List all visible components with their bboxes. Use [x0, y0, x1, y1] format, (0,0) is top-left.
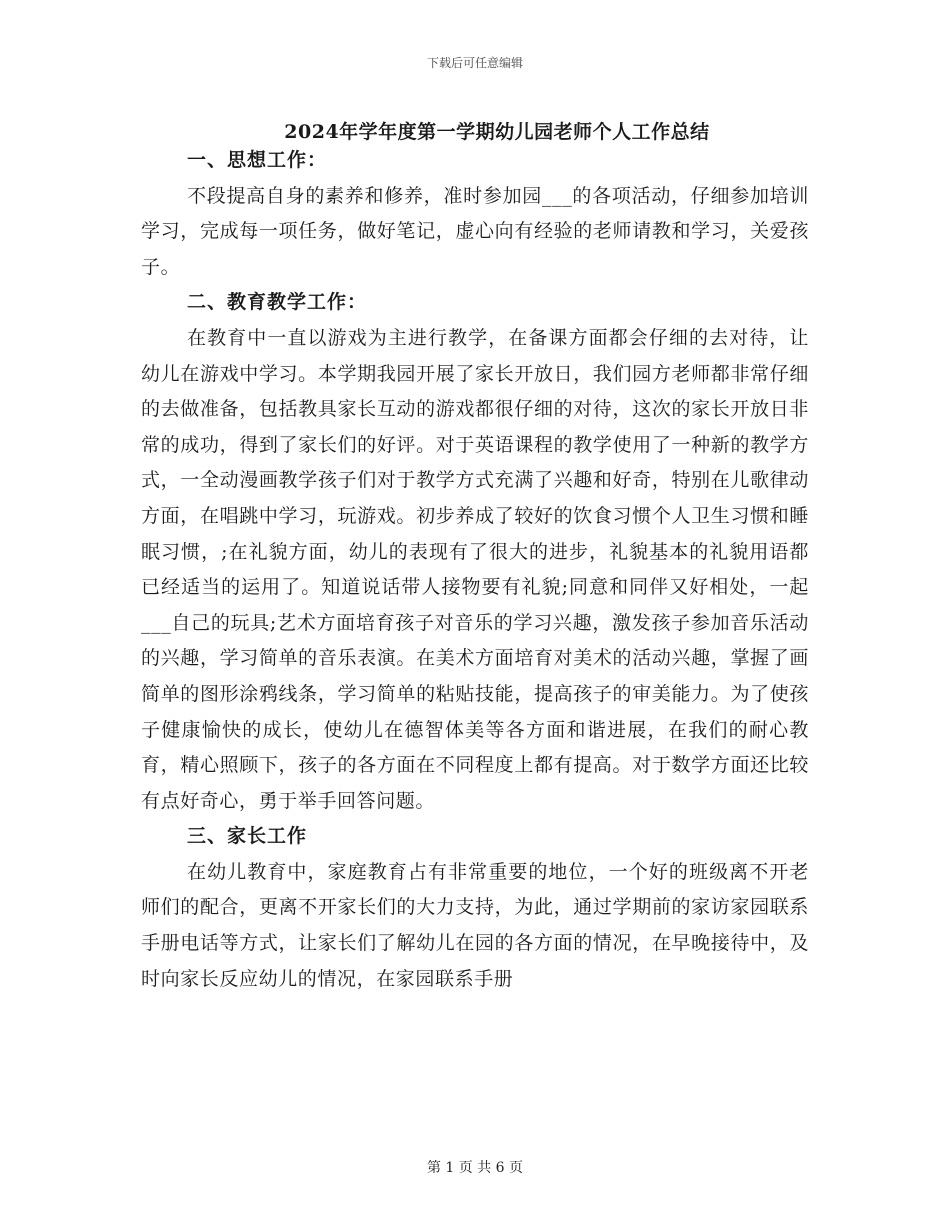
- section-paragraph: 在教育中一直以游戏为主进行教学，在备课方面都会仔细的去对待，让幼儿在游戏中学习。本学期我园开展了家长开放日，我们园方老师都非常仔细的去做准备，包括教具家长互动的游戏都很仔细的对待，这次的家长开放日非常的成功，得到了家长们的好评。对于英语课程的教学使用了一种新的教学方式，一全动漫画教学孩子们对于教学方式充满了兴趣和好奇，特别在儿歌律动方面，在唱跳中学习，玩游戏。初步养成了较好的饮食习惯个人卫生习惯和睡眠习惯，;在礼貌方面，幼儿的表现有了很大的进步，礼貌基本的礼貌用语都已经适当的运用了。知道说话带人接物要有礼貌;同意和同伴又好相处，一起___自己的玩具;艺术方面培育孩子对音乐的学习兴趣，激发孩子参加音乐活动的兴趣，学习简单的音乐表演。在美术方面培育对美术的活动兴趣，掌握了画简单的图形涂鸦线条，学习简单的粘贴技能，提高孩子的审美能力。为了使孩子健康愉快的成长，使幼儿在德智体美等各方面和谐进展，在我们的耐心教育，精心照顾下，孩子的各方面在不同程度上都有提高。对于数学方面还比较有点好奇心，勇于举手回答问题。: [141, 326, 809, 812]
- section-paragraph: 不段提高自身的素养和修养，准时参加园___的各项活动，仔细参加培训学习，完成每一项任务，做好笔记，虚心向有经验的老师请教和学习，关爱孩子。: [141, 184, 809, 278]
- section-thought-work: [141, 143, 809, 285]
- section-parent-work: [141, 819, 809, 997]
- page-number-footer: 第 1 页 共 6 页: [426, 1160, 524, 1176]
- document-title: 2024年学年度第一学期幼儿园老师个人工作总结: [284, 121, 710, 143]
- section-heading: 三、家长工作: [187, 825, 308, 848]
- section-paragraph: 在幼儿教育中，家庭教育占有非常重要的地位，一个好的班级离不开老师们的配合，更离不开家长们的大力支持，为此，通过学期前的家访家园联系手册电话等方式，让家长们了解幼儿在园的各方面的情况，在早晚接待中，及时向家长反应幼儿的情况，在家园联系手册: [141, 860, 809, 990]
- document-body: [141, 143, 809, 997]
- section-heading: 一、思想工作：: [187, 149, 328, 171]
- header-note: 下载后可任意编辑: [426, 56, 523, 70]
- section-teaching-work: [141, 285, 809, 819]
- section-heading: 二、教育教学工作：: [187, 291, 368, 314]
